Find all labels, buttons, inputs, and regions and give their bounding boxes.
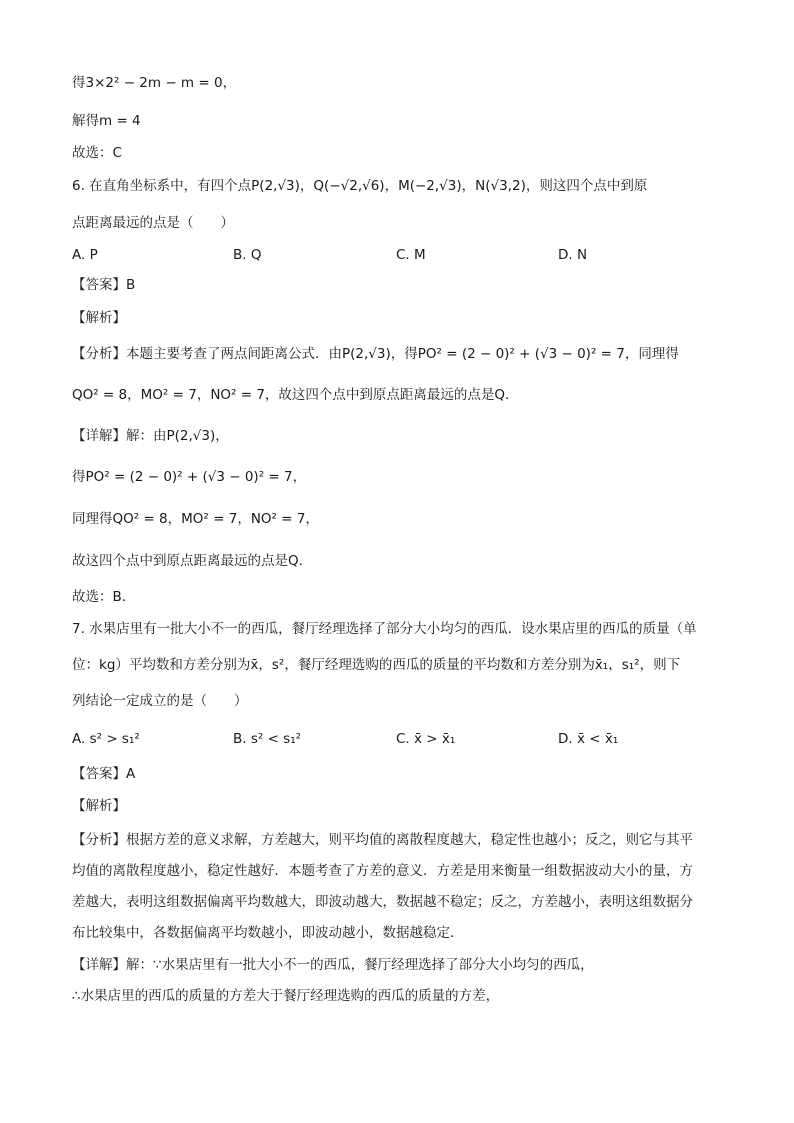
- q6-option-d: D. N: [558, 247, 588, 263]
- q6-fenxi-line1: [72, 345, 679, 363]
- q6-stem-line1: 6. 在直角坐标系中，有四个点P(2,√3)，Q(−√2,√6)，M(−2,√3)，N(√3,2)，则这四个点中到原: [72, 178, 648, 194]
- answer-value: B: [126, 277, 136, 293]
- q7-fenxi-line2: 均值的离散程度越小，稳定性越好．本题考查了方差的意义．方差是用来衡量一组数据波动大小的量，方: [72, 863, 693, 879]
- fenxi-tag: 【分析】: [72, 346, 126, 362]
- q6-detail-line4: 故这四个点中到原点距离最远的点是Q．: [72, 553, 313, 569]
- q6-stem-line2: 点距离最远的点是（ ）: [72, 215, 234, 231]
- q7-option-a: A. s² > s₁²: [72, 731, 140, 747]
- q7-option-c: C. x̄ > x̄₁: [396, 731, 456, 747]
- q7-option-d: D. x̄ < x̄₁: [558, 731, 619, 747]
- fenxi-text: 根据方差的意义求解，方差越大，则平均值的离散程度越大，稳定性也越小；反之，则它与其平: [126, 832, 693, 848]
- solution-line: 解得m = 4: [72, 113, 141, 129]
- q7-answer: [72, 765, 135, 783]
- q7-option-b: B. s² < s₁²: [233, 731, 302, 747]
- q7-fenxi-line4: 布比较集中，各数据偏离平均数越小，即波动越小，数据越稳定．: [72, 925, 464, 941]
- q6-analysis-tag: 【解析】: [72, 310, 126, 326]
- q6-choose-line: 故选：B．: [72, 589, 136, 605]
- q6-option-a: A. P: [72, 247, 98, 263]
- q7-stem-line3: 列结论一定成立的是（ ）: [72, 693, 248, 709]
- detail-text: 解：∵水果店里有一批大小不一的西瓜，餐厅经理选择了部分大小均匀的西瓜，: [126, 957, 594, 973]
- detail-tag: 【详解】: [72, 428, 126, 444]
- q7-analysis-tag: 【解析】: [72, 798, 126, 814]
- answer-tag: 【答案】: [72, 277, 126, 293]
- answer-tag: 【答案】: [72, 766, 126, 782]
- q7-stem-line2: 位：kg）平均数和方差分别为x̄，s²，餐厅经理选购的西瓜的质量的平均数和方差分别为x̄₁，s₁²，则下: [72, 657, 681, 673]
- q7-fenxi-line3: 差越大，表明这组数据偏离平均数越大，即波动越大，数据越不稳定；反之，方差越小，表明这组数据分: [72, 894, 693, 910]
- q6-answer: [72, 276, 135, 294]
- choose-line-prev: 故选：C: [72, 145, 122, 161]
- equation-line: 得3×2² − 2m − m = 0，: [72, 75, 237, 91]
- q6-option-c: C. M: [396, 247, 426, 263]
- fenxi-text: 本题主要考查了两点间距离公式．由P(2,√3)，得PO² = (2 − 0)² + (√3 − 0)² = 7，同理得: [126, 346, 679, 362]
- q6-detail-line1: [72, 427, 229, 445]
- q6-detail-line2: 得PO² = (2 − 0)² + (√3 − 0)² = 7，: [72, 469, 307, 485]
- q6-option-b: B. Q: [233, 247, 262, 263]
- q6-fenxi-line2: QO² = 8，MO² = 7，NO² = 7，故这四个点中到原点距离最远的点是Q．: [72, 387, 519, 403]
- detail-tag: 【详解】: [72, 957, 126, 973]
- q7-stem-line1: 7. 水果店里有一批大小不一的西瓜，餐厅经理选择了部分大小均匀的西瓜．设水果店里的西瓜的质量（单: [72, 621, 697, 637]
- q7-detail-line2: ∴水果店里的西瓜的质量的方差大于餐厅经理选购的西瓜的质量的方差，: [72, 988, 500, 1004]
- answer-value: A: [126, 766, 136, 782]
- q7-fenxi-line1: [72, 831, 693, 849]
- q7-detail-line1: [72, 956, 594, 974]
- fenxi-tag: 【分析】: [72, 832, 126, 848]
- detail-text: 解：由P(2,√3)，: [126, 428, 229, 444]
- q6-detail-line3: 同理得QO² = 8，MO² = 7，NO² = 7，: [72, 511, 319, 527]
